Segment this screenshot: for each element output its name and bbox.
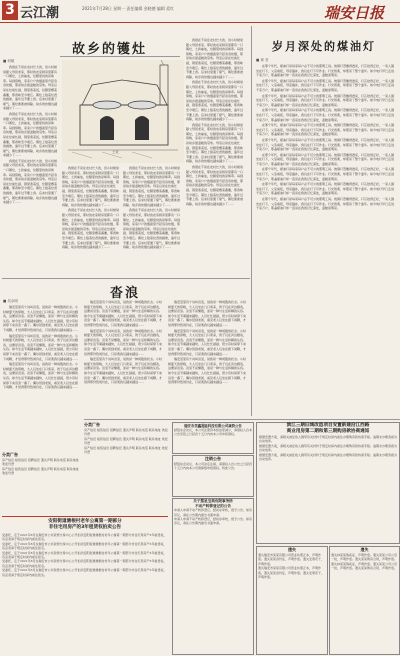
byline-a3: ■ 吴余明 <box>3 299 18 303</box>
article-title-meiyoudeng: 岁月深处的煤油灯 <box>272 40 376 53</box>
ad-box-binjiang: 滨江三期旧城改造项目安置新建沿江西路 商业用房第二期和第三期购房款协商通知 根据安置方案，请相关被征收人携带有关材料于规定时间内前往办理购房款协商手续。逾期未办理者视为自动放弃。 根据安置方案，请相关被征收人携带有关材料于规定时间内前往办理购房款协商手续。逾期未办理者视为自动放弃。 根据安置方案，请相关被征收人携带有关材料于规定时间内前往办理购房款协商手续。逾期未办理者视为自动放弃。 <box>256 422 400 544</box>
byline-a1: ■ 何敏 <box>3 59 15 63</box>
section-title: 云江潮 <box>20 6 60 21</box>
title-rule <box>60 56 180 57</box>
article-title-guxiang: 故乡的镬灶 <box>72 42 148 57</box>
byline-a2: ■ 黄 莹 <box>256 58 269 62</box>
column-divider <box>251 26 252 416</box>
stove-sketch-icon <box>62 60 184 163</box>
article-body-a1-col4: 我现在不是在农村长大的，但小时候常随父母回老家，那时的农家厨房里都有一口镬灶，土砖垒成，灶膛里烧的是柴草。每到傍晚，家家户户的烟囱里升起袅袅炊烟，那是故乡最温暖的景象。母亲总是在灶前忙碌，锅里煮着饭，灶膛里煨着番薯，那香味至今难忘。镬灶上贴着灶君的画像，逢年过节要上香。后来村里通了煤气，镬灶渐渐被拆除，故乡的炊烟也越来越少了…… 我现在不是在农村长大的，但小时候常随父母回老家，那时的农家厨房里都有一口镬灶，土砖垒成，灶膛里烧的是柴草。每到傍晚，家家户户的烟囱里升起袅袅炊烟，那是故乡最温暖的景象。母亲总是在灶前忙碌，锅里煮着饭，灶膛里煨着番薯，那香味至今难忘。镬灶上贴着灶君的画像，逢年过节要上香。后来村里通了煤气，镬灶渐渐被拆除，故乡的炊烟也越来越少了…… 我现在不是在农村长大的，但小时候常随父母回老家，那时的农家厨房里都有一口镬灶，土砖垒成，灶膛里烧的是柴草。每到傍晚，家家户户的烟囱里升起袅袅炊烟，那是故乡最温暖的景象。母亲总是在灶前忙碌，锅里煮着饭，灶膛里煨着番薯，那香味至今难忘。镬灶上贴着灶君的画像，逢年过节要上香。后来村里通了煤气，镬灶渐渐被拆除，故乡的炊烟也越来越少了…… 我现在不是在农村长大的，但小时候常随父母回老家，那时的农家厨房里都有一口镬灶，土砖垒成，灶膛里烧的是柴草。每到傍晚，家家户户的烟囱里升起袅袅炊烟，那是故乡最温暖的景象。母亲总是在灶前忙碌，锅里煮着饭，灶膛里煨着番薯，那香味至今难忘。镬灶上贴着灶君的画像，逢年过节要上香。后来村里通了煤气，镬灶渐渐被拆除，故乡的炊烟也越来越少了…… <box>186 38 244 206</box>
classified-ads-left: 分类广告 房产信息 租售信息 招聘信息 遗失声明 联系电话 联系地址 欢迎刊登 房产信息 租售信息 招聘信息 遗失声明 联系电话 联系地址 欢迎刊登 <box>2 452 79 476</box>
article-body-a3-col2: 瑞安话里有个词叫沓浪，说的是一种闲散的状态。小时候夏天的傍晚，大人们坐在门口乘凉，孩子们在河边嬉戏，这便是沓浪。沓浪不是懒散，而是一种与生活和解的从容。如今生活节奏越来越快，人们忙忙碌碌，很少有时间停下来沓浪一番了。偶尔回到老街，看见老人们坐在廊下闲聊，才觉得那份悠闲仍在，只是离我们越来越远…… 瑞安话里有个词叫沓浪，说的是一种闲散的状态。小时候夏天的傍晚，大人们坐在门口乘凉，孩子们在河边嬉戏，这便是沓浪。沓浪不是懒散，而是一种与生活和解的从容。如今生活节奏越来越快，人们忙忙碌碌，很少有时间停下来沓浪一番了。偶尔回到老街，看见老人们坐在廊下闲聊，才觉得那份悠闲仍在，只是离我们越来越远…… 瑞安话里有个词叫沓浪，说的是一种闲散的状态。小时候夏天的傍晚，大人们坐在门口乘凉，孩子们在河边嬉戏，这便是沓浪。沓浪不是懒散，而是一种与生活和解的从容。如今生活节奏越来越快，人们忙忙碌碌，很少有时间停下来沓浪一番了。偶尔回到老街，看见老人们坐在廊下闲聊，才觉得那份悠闲仍在，只是离我们越来越远…… <box>84 300 163 385</box>
newspaper-logo: 瑞安日报 <box>324 4 385 22</box>
article-body-a1-col3: 我现在不是在农村长大的，但小时候常随父母回老家，那时的农家厨房里都有一口镬灶，土砖垒成，灶膛里烧的是柴草。每到傍晚，家家户户的烟囱里升起袅袅炊烟，那是故乡最温暖的景象。母亲总是在灶前忙碌，锅里煮着饭，灶膛里煨着番薯，那香味至今难忘。镬灶上贴着灶君的画像，逢年过节要上香。后来村里通了煤气，镬灶渐渐被拆除，故乡的炊烟也越来越少了…… 我现在不是在农村长大的，但小时候常随父母回老家，那时的农家厨房里都有一口镬灶，土砖垒成，灶膛里烧的是柴草。每到傍晚，家家户户的烟囱里升起袅袅炊烟，那是故乡最温暖的景象。母亲总是在灶前忙碌，锅里煮着饭，灶膛里煨着番薯，那香味至今难忘。镬灶上贴着灶君的画像，逢年过节要上香。后来村里通了煤气，镬灶渐渐被拆除，故乡的炊烟也越来越少了…… <box>123 166 181 250</box>
ad-box-zhuxiao: 注销公告 经股东会决议，本公司决定注销，请债权人自公告之日起四十五日内向本公司清算组申报债权。特此公告。 <box>172 455 254 497</box>
ads-rule <box>84 419 400 420</box>
article-body-a3-col1: 瑞安话里有个词叫沓浪，说的是一种闲散的状态。小时候夏天的傍晚，大人们坐在门口乘凉，孩子们在河边嬉戏，这便是沓浪。沓浪不是懒散，而是一种与生活和解的从容。如今生活节奏越来越快，人们忙忙碌碌，很少有时间停下来沓浪一番了。偶尔回到老街，看见老人们坐在廊下闲聊，才觉得那份悠闲仍在，只是离我们越来越远…… 瑞安话里有个词叫沓浪，说的是一种闲散的状态。小时候夏天的傍晚，大人们坐在门口乘凉，孩子们在河边嬉戏，这便是沓浪。沓浪不是懒散，而是一种与生活和解的从容。如今生活节奏越来越快，人们忙忙碌碌，很少有时间停下来沓浪一番了。偶尔回到老街，看见老人们坐在廊下闲聊，才觉得那份悠闲仍在，只是离我们越来越远…… 瑞安话里有个词叫沓浪，说的是一种闲散的状态。小时候夏天的傍晚，大人们坐在门口乘凉，孩子们在河边嬉戏，这便是沓浪。沓浪不是懒散，而是一种与生活和解的从容。如今生活节奏越来越快，人们忙忙碌碌，很少有时间停下来沓浪一番了。偶尔回到老街，看见老人们坐在廊下闲聊，才觉得那份悠闲仍在，只是离我们越来越远…… <box>3 305 79 390</box>
ad-box-jianzi: 瑞安市奕鑫超硅科技有限公司减资公告 经股东会决议，本公司注册资本拟由原减少，请债权人自本公告见报之日起四十五日内向本公司申报债权。 <box>172 422 254 454</box>
illustration-caption: 土灶 <box>112 150 119 154</box>
classified-ads-mid: 分类广告 房产信息 租售信息 招聘信息 遗失声明 联系电话 联系地址 欢迎刊登 房产信息 租售信息 招聘信息 遗失声明 联系电话 联系地址 欢迎刊登 房产信息 租售信息 招聘信息 遗失声明 联系电话 联系地址 欢迎刊登 <box>84 422 168 455</box>
stove-illustration <box>62 60 184 163</box>
ad-box-yishi-1: 遗失 遗失瑞安市某某有限公司营业执照正本，声明作废。遗失某某身份证，声明作废。遗失发票若干，声明作废。 遗失瑞安市某某有限公司营业执照正本，声明作废。遗失某某身份证，声明作废。遗失发票若干，声明作废。 <box>256 546 328 655</box>
article-body-a3-col3: 瑞安话里有个词叫沓浪，说的是一种闲散的状态。小时候夏天的傍晚，大人们坐在门口乘凉，孩子们在河边嬉戏，这便是沓浪。沓浪不是懒散，而是一种与生活和解的从容。如今生活节奏越来越快，人们忙忙碌碌，很少有时间停下来沓浪一番了。偶尔回到老街，看见老人们坐在廊下闲聊，才觉得那份悠闲仍在，只是离我们越来越远…… 瑞安话里有个词叫沓浪，说的是一种闲散的状态。小时候夏天的傍晚，大人们坐在门口乘凉，孩子们在河边嬉戏，这便是沓浪。沓浪不是懒散，而是一种与生活和解的从容。如今生活节奏越来越快，人们忙忙碌碌，很少有时间停下来沓浪一番了。偶尔回到老街，看见老人们坐在廊下闲聊，才觉得那份悠闲仍在，只是离我们越来越远…… 瑞安话里有个词叫沓浪，说的是一种闲散的状态。小时候夏天的傍晚，大人们坐在门口乘凉，孩子们在河边嬉戏，这便是沓浪。沓浪不是懒散，而是一种与生活和解的从容。如今生活节奏越来越快，人们忙忙碌碌，很少有时间停下来沓浪一番了。偶尔回到老街，看见老人们坐在廊下闲聊，才觉得那份悠闲仍在，只是离我们越来越远…… <box>168 300 247 385</box>
ad-box-huixing: 关于慧星宝典有限事务所 不动产转移登记的公告 申请人申请不动产转移登记，经初步审核，现予公告。如有异议，请在公告期内提出书面申请。 申请人申请不动产转移登记，经初步审核，现予公告。如有异议，请在公告期内提出书面申请。 <box>172 498 254 655</box>
article-title-talang: 沓浪 <box>110 286 141 301</box>
article-body-a2: 在那个年代，煤油灯是每家每户必不可少的照明工具。玻璃灯罩擦得透亮，灯芯捻得正好，一家人围坐在灯下，父亲看报，母亲缝补，我们在灯下写作业。灯光昏黄，却照亮了整个童年。如今电灯早已走进千家万户，那盏煤油灯却一直亮在我的记忆深处，温暖而明亮。 在那个年代，煤油灯是每家每户必不可少的照明工具。玻璃灯罩擦得透亮，灯芯捻得正好，一家人围坐在灯下，父亲看报，母亲缝补，我们在灯下写作业。灯光昏黄，却照亮了整个童年。如今电灯早已走进千家万户，那盏煤油灯却一直亮在我的记忆深处，温暖而明亮。 在那个年代，煤油灯是每家每户必不可少的照明工具。玻璃灯罩擦得透亮，灯芯捻得正好，一家人围坐在灯下，父亲看报，母亲缝补，我们在灯下写作业。灯光昏黄，却照亮了整个童年。如今电灯早已走进千家万户，那盏煤油灯却一直亮在我的记忆深处，温暖而明亮。 在那个年代，煤油灯是每家每户必不可少的照明工具。玻璃灯罩擦得透亮，灯芯捻得正好，一家人围坐在灯下，父亲看报，母亲缝补，我们在灯下写作业。灯光昏黄，却照亮了整个童年。如今电灯早已走进千家万户，那盏煤油灯却一直亮在我的记忆深处，温暖而明亮。 在那个年代，煤油灯是每家每户必不可少的照明工具。玻璃灯罩擦得透亮，灯芯捻得正好，一家人围坐在灯下，父亲看报，母亲缝补，我们在灯下写作业。灯光昏黄，却照亮了整个童年。如今电灯早已走进千家万户，那盏煤油灯却一直亮在我的记忆深处，温暖而明亮。 在那个年代，煤油灯是每家每户必不可少的照明工具。玻璃灯罩擦得透亮，灯芯捻得正好，一家人围坐在灯下，父亲看报，母亲缝补，我们在灯下写作业。灯光昏黄，却照亮了整个童年。如今电灯早已走进千家万户，那盏煤油灯却一直亮在我的记忆深处，温暖而明亮。 在那个年代，煤油灯是每家每户必不可少的照明工具。玻璃灯罩擦得透亮，灯芯捻得正好，一家人围坐在灯下，父亲看报，母亲缝补，我们在灯下写作业。灯光昏黄，却照亮了整个童年。如今电灯早已走进千家万户，那盏煤油灯却一直亮在我的记忆深处，温暖而明亮。 在那个年代，煤油灯是每家每户必不可少的照明工具。玻璃灯罩擦得透亮，灯芯捻得正好，一家人围坐在灯下，父亲看报，母亲缝补，我们在灯下写作业。灯光昏黄，却照亮了整个童年。如今电灯早已走进千家万户，那盏煤油灯却一直亮在我的记忆深处，温暖而明亮。 在那个年代，煤油灯是每家每户必不可少的照明工具。玻璃灯罩擦得透亮，灯芯捻得正好，一家人围坐在灯下，父亲看报，母亲缝补，我们在灯下写作业。灯光昏黄，却照亮了整个童年。如今电灯早已走进千家万户，那盏煤油灯却一直亮在我的记忆深处，温暖而明亮。 在那个年代，煤油灯是每家每户必不可少的照明工具。玻璃灯罩擦得透亮，灯芯捻得正好，一家人围坐在灯下，父亲看报，母亲缝补，我们在灯下写作业。灯光昏黄，却照亮了整个童年。如今电灯早已走进千家万户，那盏煤油灯却一直亮在我的记忆深处，温暖而明亮。 <box>256 64 395 211</box>
ad-body-anyang: 受委托，定于2021年8月在瑞安市公共资源交易中心公开拍卖安阳街道塘根村老年公寓第一期部分非住宅用房产3年租赁权，有意者请于规定时间内前往报名。 受委托，定于2021年8月在瑞安市公共资源交易中心公开拍卖安阳街道塘根村老年公寓第一期部分非住宅用房产3年租赁权，有意者请于规定时间内前往报名。 受委托，定于2021年8月在瑞安市公共资源交易中心公开拍卖安阳街道塘根村老年公寓第一期部分非住宅用房产3年租赁权，有意者请于规定时间内前往报名。 受委托，定于2021年8月在瑞安市公共资源交易中心公开拍卖安阳街道塘根村老年公寓第一期部分非住宅用房产3年租赁权，有意者请于规定时间内前往报名。 受委托，定于2021年8月在瑞安市公共资源交易中心公开拍卖安阳街道塘根村老年公寓第一期部分非住宅用房产3年租赁权，有意者请于规定时间内前往报名。 <box>2 533 167 577</box>
ad-box-yishi-2: 遗失 遗失林某某残疾证，声明作废。遗失某某公司公章一枚，声明作废。遗失某某购房合同，声明作废。 遗失林某某残疾证，声明作废。遗失某某公司公章一枚，声明作废。遗失某某购房合同，声明作废。 <box>329 546 400 655</box>
article-body-a1-col1: 我现在不是在农村长大的，但小时候常随父母回老家，那时的农家厨房里都有一口镬灶，土砖垒成，灶膛里烧的是柴草。每到傍晚，家家户户的烟囱里升起袅袅炊烟，那是故乡最温暖的景象。母亲总是在灶前忙碌，锅里煮着饭，灶膛里煨着番薯，那香味至今难忘。镬灶上贴着灶君的画像，逢年过节要上香。后来村里通了煤气，镬灶渐渐被拆除，故乡的炊烟也越来越少了…… 我现在不是在农村长大的，但小时候常随父母回老家，那时的农家厨房里都有一口镬灶，土砖垒成，灶膛里烧的是柴草。每到傍晚，家家户户的烟囱里升起袅袅炊烟，那是故乡最温暖的景象。母亲总是在灶前忙碌，锅里煮着饭，灶膛里煨着番薯，那香味至今难忘。镬灶上贴着灶君的画像，逢年过节要上香。后来村里通了煤气，镬灶渐渐被拆除，故乡的炊烟也越来越少了…… 我现在不是在农村长大的，但小时候常随父母回老家，那时的农家厨房里都有一口镬灶，土砖垒成，灶膛里烧的是柴草。每到傍晚，家家户户的烟囱里升起袅袅炊烟，那是故乡最温暖的景象。母亲总是在灶前忙碌，锅里煮着饭，灶膛里煨着番薯，那香味至今难忘。镬灶上贴着灶君的画像，逢年过节要上香。后来村里通了煤气，镬灶渐渐被拆除，故乡的炊烟也越来越少了…… <box>3 65 57 205</box>
article-body-a1-col2: 我现在不是在农村长大的，但小时候常随父母回老家，那时的农家厨房里都有一口镬灶，土砖垒成，灶膛里烧的是柴草。每到傍晚，家家户户的烟囱里升起袅袅炊烟，那是故乡最温暖的景象。母亲总是在灶前忙碌，锅里煮着饭，灶膛里煨着番薯，那香味至今难忘。镬灶上贴着灶君的画像，逢年过节要上香。后来村里通了煤气，镬灶渐渐被拆除，故乡的炊烟也越来越少了…… 我现在不是在农村长大的，但小时候常随父母回老家，那时的农家厨房里都有一口镬灶，土砖垒成，灶膛里烧的是柴草。每到傍晚，家家户户的烟囱里升起袅袅炊烟，那是故乡最温暖的景象。母亲总是在灶前忙碌，锅里煮着饭，灶膛里煨着番薯，那香味至今难忘。镬灶上贴着灶君的画像，逢年过节要上香。后来村里通了煤气，镬灶渐渐被拆除，故乡的炊烟也越来越少了…… <box>62 166 120 250</box>
ad-title-anyang: 安阳街道塘根村老年公寓第一期部分 非住宅用房产的3年租赁权拍卖公告 <box>48 519 122 530</box>
section-rule <box>2 278 250 279</box>
dateline: 2021年7月28日 星期一 责任编辑 金晓德 编辑 爱红 <box>82 6 175 11</box>
page-number: 3 <box>2 1 18 20</box>
ad-bar <box>2 516 168 517</box>
